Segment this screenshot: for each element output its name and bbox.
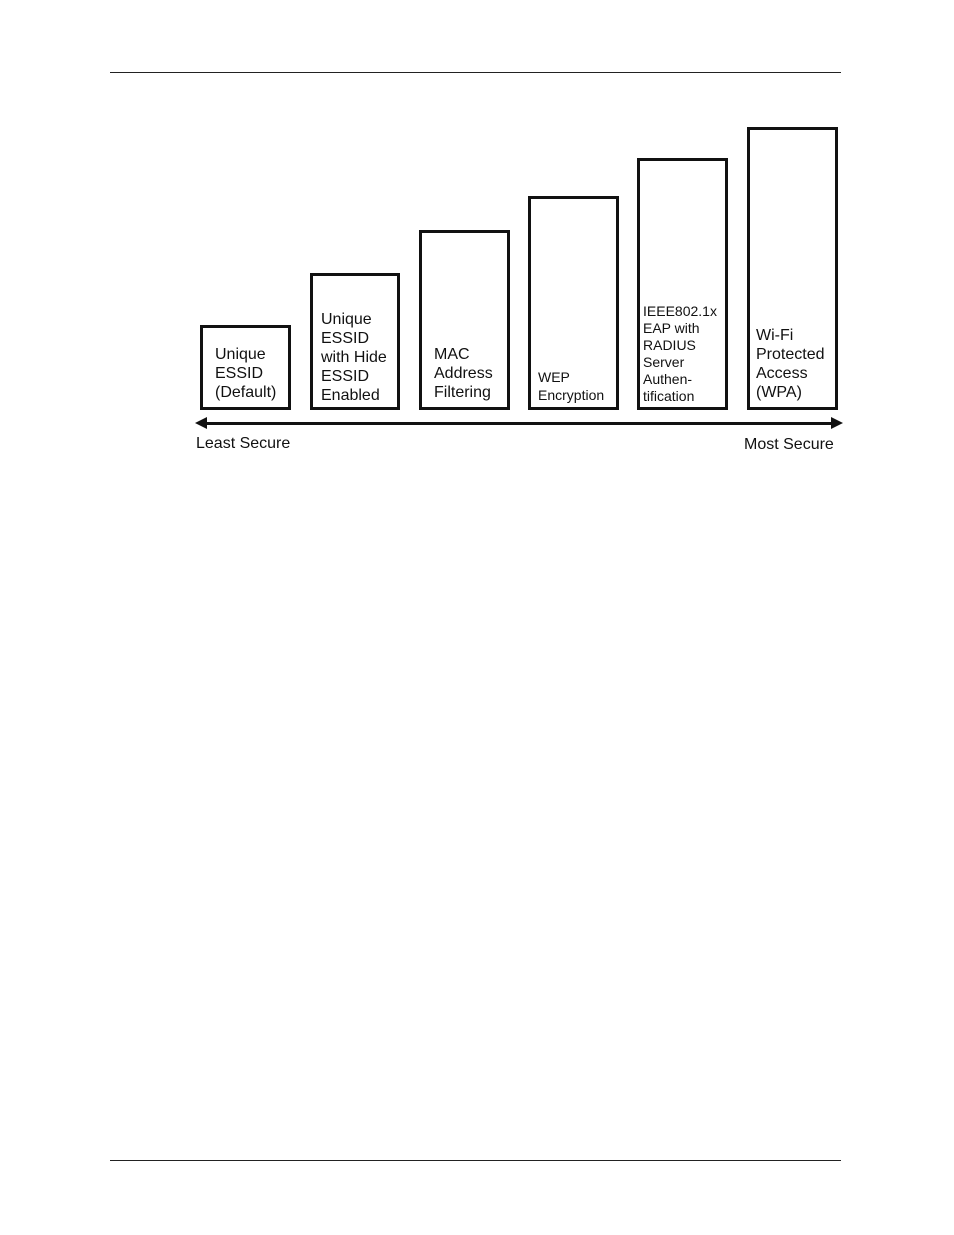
arrow-right-icon — [831, 417, 843, 429]
level-box-hidden-essid — [310, 273, 400, 410]
security-axis-line — [204, 422, 834, 425]
level-label-ieee8021x: IEEE802.1x EAP with RADIUS Server Authen- tification — [643, 303, 717, 404]
level-box-ieee8021x — [637, 158, 728, 410]
level-box-wpa — [747, 127, 838, 410]
level-label-mac-filtering: MAC Address Filtering — [434, 346, 493, 401]
arrow-left-icon — [195, 417, 207, 429]
level-label-wep: WEP Encryption — [538, 369, 605, 403]
least-secure-label: Least Secure — [196, 435, 291, 452]
security-levels-diagram — [190, 120, 850, 465]
header-rule — [110, 72, 841, 73]
level-label-unique-essid: Unique ESSID (Default) — [215, 346, 277, 401]
level-box-mac-filtering — [419, 230, 510, 410]
most-secure-label: Most Secure — [744, 436, 834, 453]
footer-rule — [110, 1160, 841, 1161]
level-label-wpa: Wi-Fi Protected Access (WPA) — [756, 327, 825, 401]
level-label-hidden-essid: Unique ESSID with Hide ESSID Enabled — [321, 311, 387, 404]
level-box-unique-essid — [200, 325, 291, 410]
level-box-wep — [528, 196, 619, 410]
